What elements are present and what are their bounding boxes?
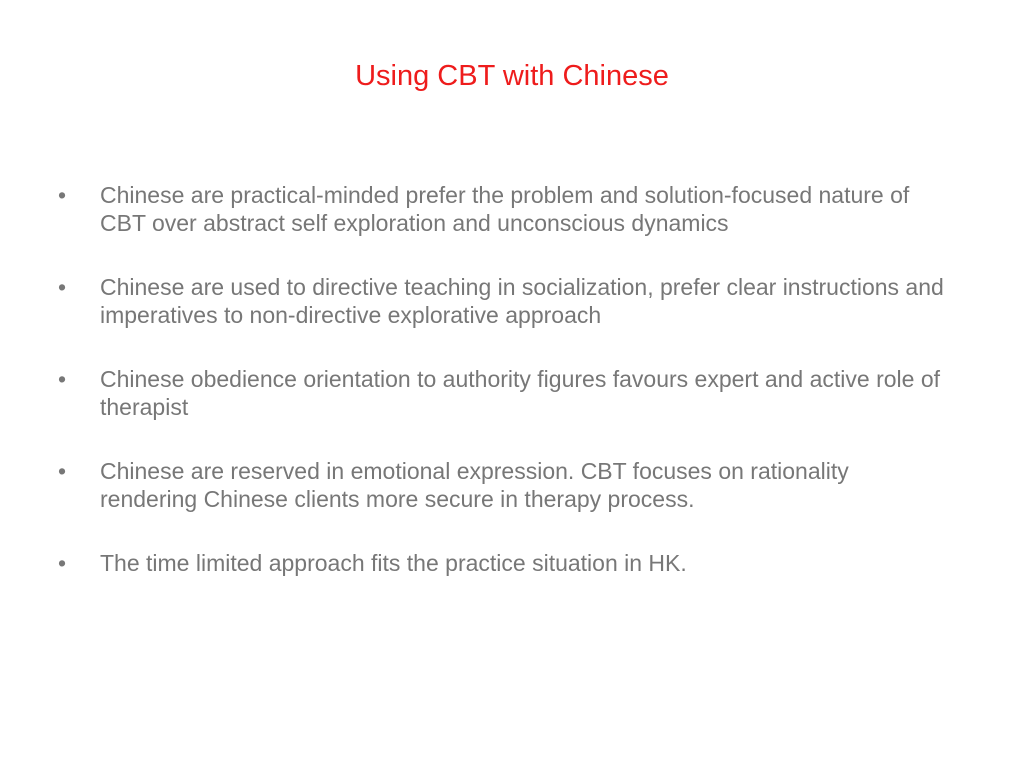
list-item [58, 181, 950, 237]
list-item [58, 365, 958, 421]
bullet-list [58, 181, 958, 613]
list-item [58, 273, 958, 329]
bullet-text: Chinese are practical-minded prefer the problem and solution-focused nature of CBT over abstract self exploration and unconscious dynamics [100, 182, 910, 236]
bullet-text: Chinese obedience orientation to authority figures favours expert and active role of therapist [100, 366, 941, 420]
bullet-text: Chinese are used to directive teaching in socialization, prefer clear instructions and imperatives to non-directive explorative approach [100, 274, 944, 328]
list-item [58, 549, 958, 577]
bullet-icon: • [58, 458, 67, 484]
bullet-icon: • [58, 274, 67, 300]
bullet-icon: • [58, 550, 67, 576]
bullet-icon: • [58, 182, 67, 208]
slide-title: Using CBT with Chinese [355, 60, 669, 92]
bullet-text: The time limited approach fits the practice situation in HK. [100, 550, 687, 576]
bullet-text: Chinese are reserved in emotional expression. CBT focuses on rationality rendering Chinese clients more secure in therapy process. [100, 458, 849, 512]
bullet-icon: • [58, 366, 67, 392]
list-item [58, 457, 950, 513]
